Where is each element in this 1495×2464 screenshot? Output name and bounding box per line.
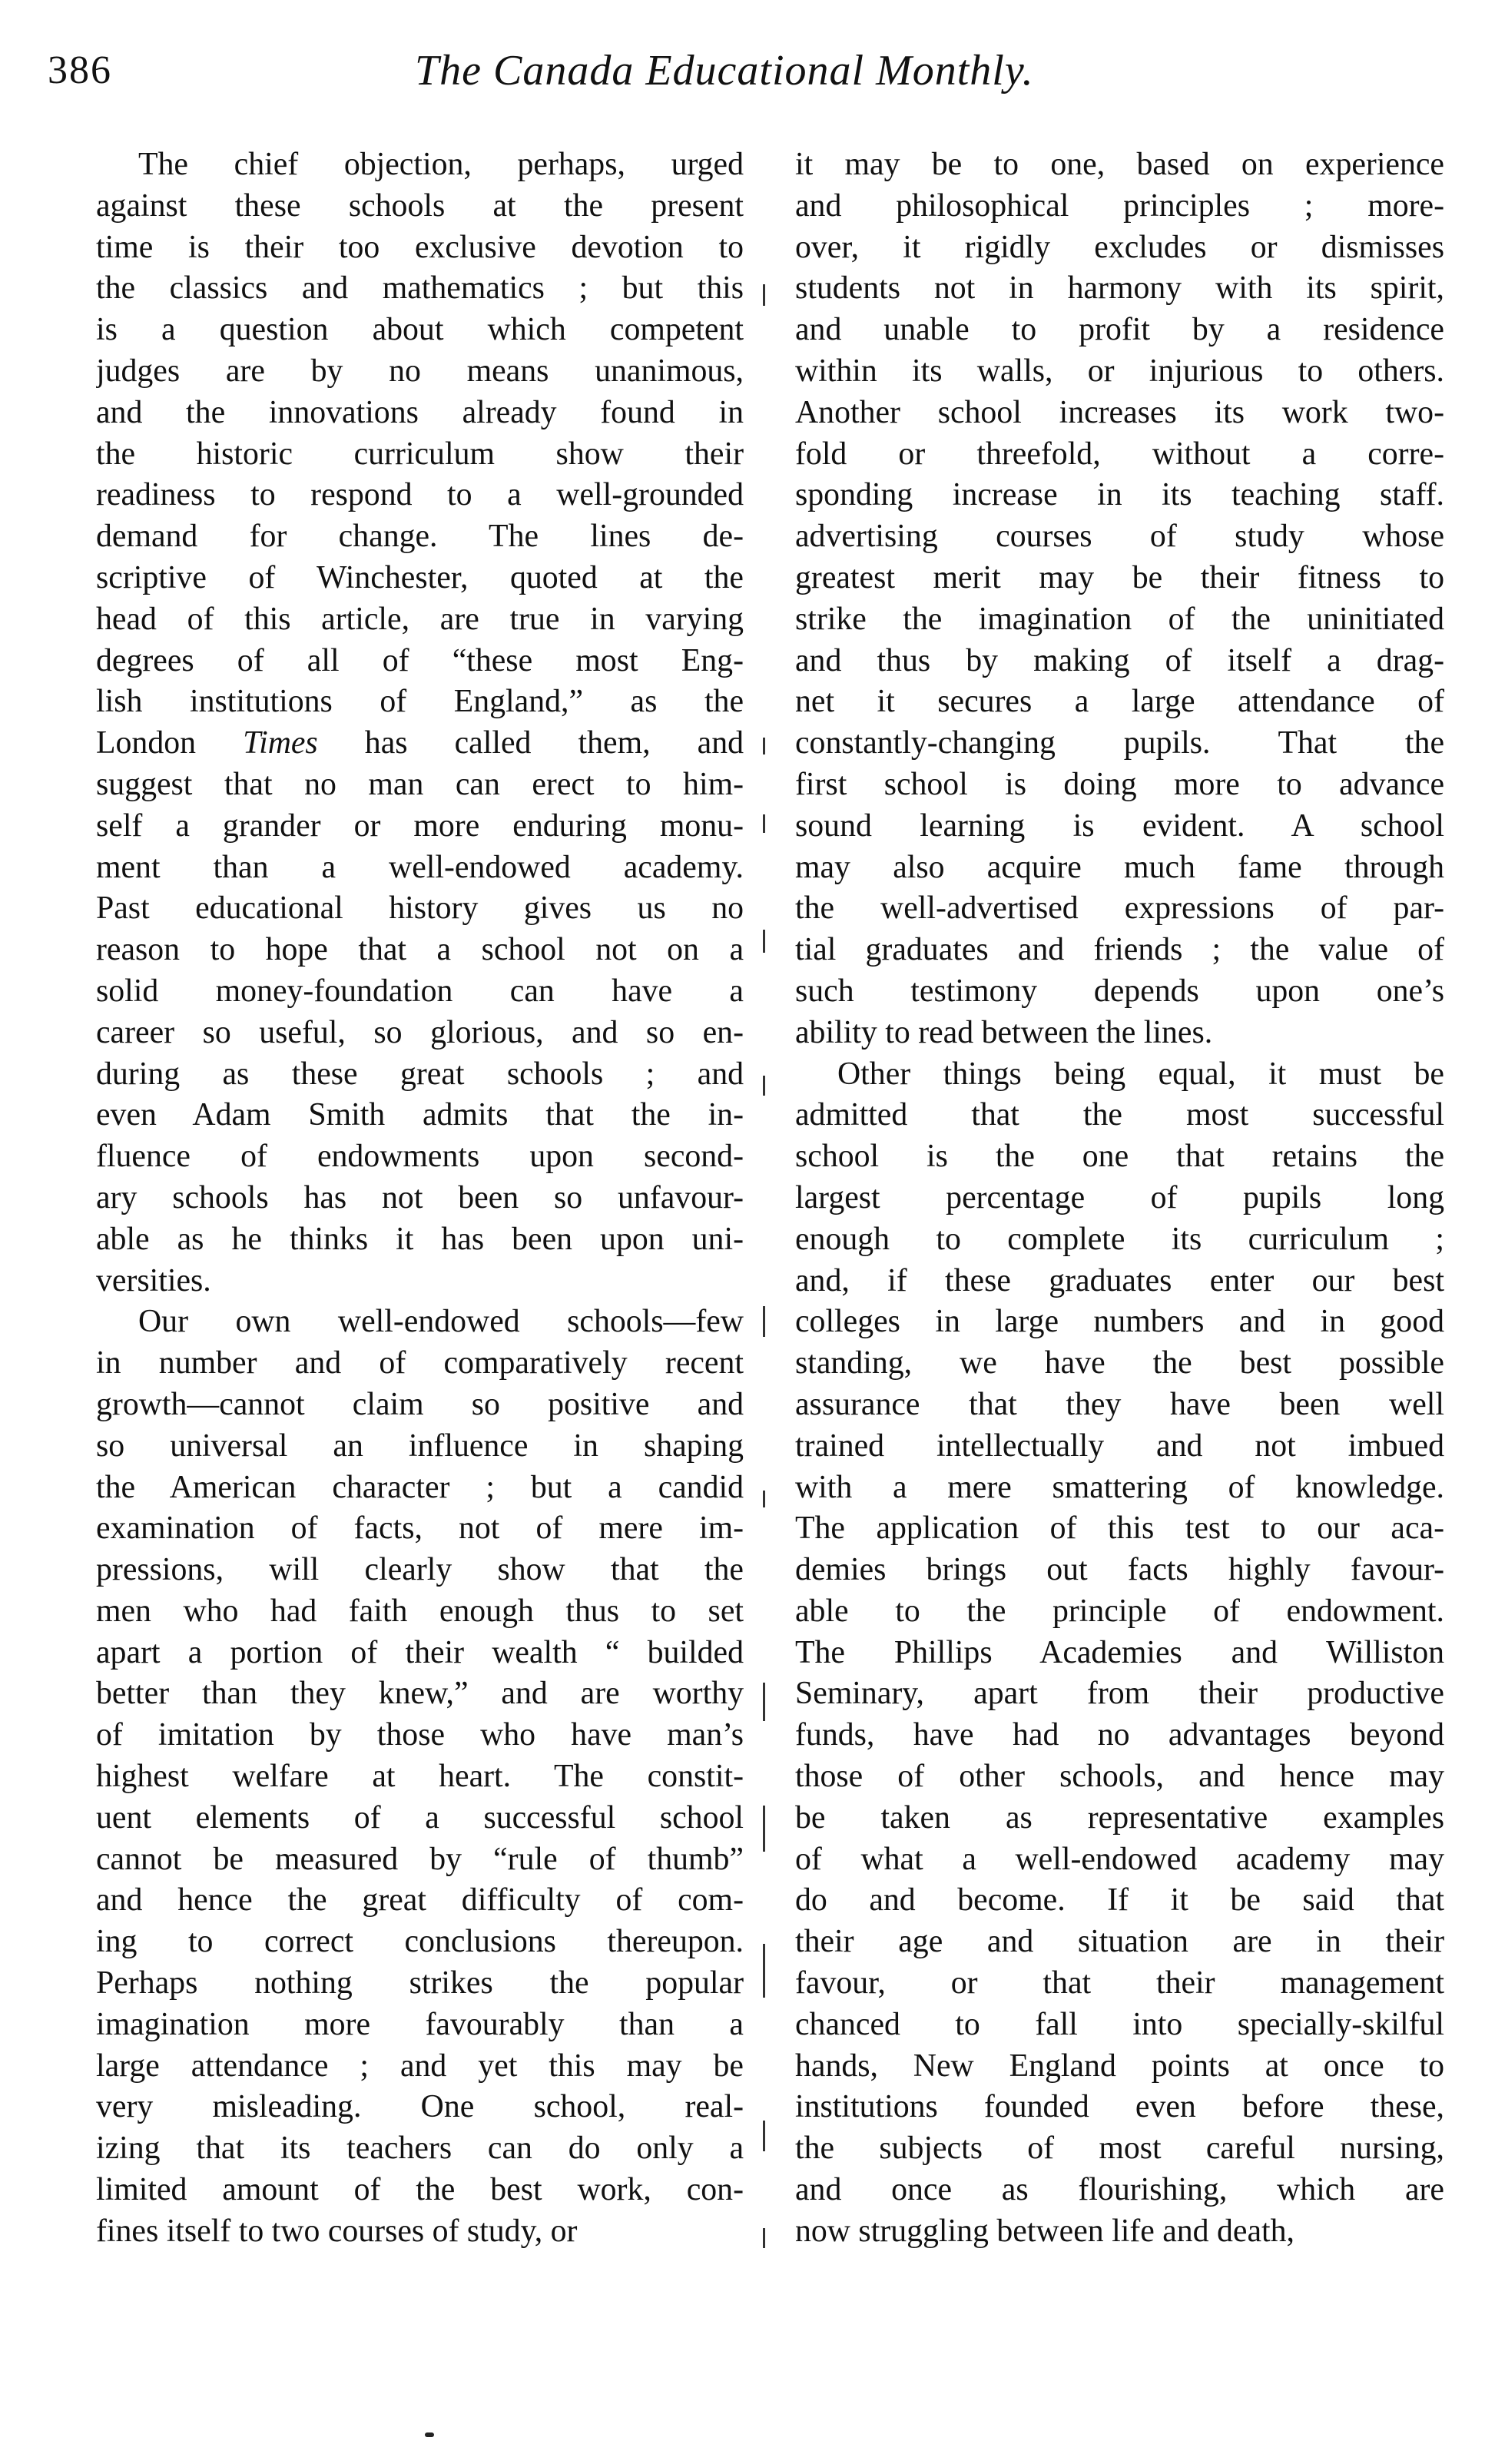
text-line: institutions founded even before these,	[795, 2089, 1444, 2125]
page-number: 386	[48, 48, 112, 92]
text-line: Seminary, apart from their productive	[795, 1676, 1444, 1712]
text-line: izing that its teachers can do only a	[96, 2131, 744, 2167]
text-line: fluence of endowments upon second-	[96, 1139, 744, 1175]
text-line: constantly-changing pupils. That the	[795, 725, 1444, 761]
text-line: of imitation by those who have man’s	[96, 1717, 744, 1753]
text-line: able to the principle of endowment.	[795, 1593, 1444, 1629]
text-line: Perhaps nothing strikes the popular	[96, 1965, 744, 2001]
column-divider	[761, 154, 770, 2259]
text-line: fines itself to two courses of study, or	[96, 2213, 578, 2249]
text-line: so universal an influence in shaping	[96, 1428, 744, 1464]
text-line: The Phillips Academies and Williston	[795, 1634, 1444, 1670]
text-line: and the innovations already found in	[96, 394, 744, 430]
divider-mark	[763, 2121, 765, 2151]
text-line: standing, we have the best possible	[795, 1345, 1444, 1381]
text-line: head of this article, are true in varying	[96, 601, 744, 637]
text-line: scriptive of Winchester, quoted at the	[96, 559, 744, 595]
text-line: school is the one that retains the	[795, 1139, 1444, 1175]
text-line: advertising courses of study whose	[795, 519, 1444, 555]
text-line: the subjects of most careful nursing,	[795, 2131, 1444, 2167]
divider-mark	[763, 738, 765, 754]
text-line: Another school increases its work two-	[795, 394, 1444, 430]
text-line: even Adam Smith admits that the in-	[96, 1097, 744, 1133]
text-line: fold or threefold, without a corre-	[795, 436, 1444, 472]
text-line: their age and situation are in their	[795, 1924, 1444, 1960]
text-line: time is their too exclusive devotion to	[96, 229, 744, 265]
text-line: pressions, will clearly show that the	[96, 1552, 744, 1588]
text-line: limited amount of the best work, con-	[96, 2172, 744, 2208]
text-line: better than they knew,” and are worthy	[96, 1676, 744, 1712]
text-line: judges are by no means unanimous,	[96, 353, 744, 389]
text-line: in number and of comparatively recent	[96, 1345, 744, 1381]
text-line: suggest that no man can erect to him-	[96, 766, 744, 802]
text-line: apart a portion of their wealth “ builded	[96, 1634, 744, 1670]
text-line: The application of this test to our aca-	[795, 1511, 1444, 1547]
text-line: may also acquire much fame through	[795, 849, 1444, 885]
text-line: trained intellectually and not imbued	[795, 1428, 1444, 1464]
text-line: growth—cannot claim so positive and	[96, 1386, 744, 1422]
text-line: cannot be measured by “rule of thumb”	[96, 1841, 744, 1877]
divider-mark	[763, 2228, 765, 2248]
text-line: with a mere smattering of knowledge.	[795, 1469, 1444, 1505]
text-line: be taken as representative examples	[795, 1799, 1444, 1836]
text-line: demand for change. The lines de-	[96, 519, 744, 555]
text-line: ment than a well-endowed academy.	[96, 849, 744, 885]
text-line: favour, or that their management	[795, 1965, 1444, 2001]
text-line: highest welfare at heart. The constit-	[96, 1759, 744, 1795]
text-line: assurance that they have been well	[795, 1386, 1444, 1422]
text-line: career so useful, so glorious, and so en-	[96, 1014, 744, 1050]
text-line: large attendance ; and yet this may be	[96, 2048, 744, 2084]
footer-mark	[425, 2432, 434, 2437]
text-line: the well-advertised expressions of par-	[795, 890, 1444, 927]
text-line: sponding increase in its teaching staff.	[795, 477, 1444, 513]
text-line: solid money-foundation can have a	[96, 973, 744, 1009]
text-line: and once as flourishing, which are	[795, 2172, 1444, 2208]
text-line: the classics and mathematics ; but this	[96, 270, 744, 307]
text-line: examination of facts, not of mere im-	[96, 1511, 744, 1547]
divider-mark	[763, 814, 765, 833]
text-line: lish institutions of England,” as the	[96, 684, 744, 720]
text-line: and philosophical principles ; more-	[795, 187, 1444, 224]
divider-mark	[763, 1491, 765, 1507]
text-line: chanced to fall into specially-skilful	[795, 2006, 1444, 2042]
text-line: and, if these graduates enter our best	[795, 1262, 1444, 1298]
text-line: The chief objection, perhaps, urged	[138, 147, 744, 182]
text-line: demies brings out facts highly favour-	[795, 1552, 1444, 1588]
text-line: self a grander or more enduring monu-	[96, 808, 744, 844]
text-line: is a question about which competent	[96, 312, 744, 348]
text-line: net it secures a large attendance of	[795, 684, 1444, 720]
text-line: degrees of all of “these most Eng-	[96, 642, 744, 678]
text-line: of what a well-endowed academy may	[795, 1841, 1444, 1877]
text-line: Our own well-endowed schools—few	[138, 1304, 744, 1340]
text-line: largest percentage of pupils long	[795, 1179, 1444, 1215]
text-line: and hence the great difficulty of com-	[96, 1882, 744, 1918]
text-line: men who had faith enough thus to set	[96, 1593, 744, 1629]
text-line: those of other schools, and hence may	[795, 1759, 1444, 1795]
text-line: students not in harmony with its spirit,	[795, 270, 1444, 307]
text-line: reason to hope that a school not on a	[96, 932, 744, 968]
text-line: colleges in large numbers and in good	[795, 1304, 1444, 1340]
text-line: able as he thinks it has been upon uni-	[96, 1221, 744, 1257]
text-line: versities.	[96, 1262, 211, 1298]
text-line: London Times has called them, and	[96, 725, 744, 761]
running-head: The Canada Educational Monthly.	[415, 47, 1034, 95]
text-line: tial graduates and friends ; the value of	[795, 932, 1444, 968]
text-line: ability to read between the lines.	[795, 1014, 1213, 1050]
text-line: uent elements of a successful school	[96, 1799, 744, 1836]
text-line: enough to complete its curriculum ;	[795, 1221, 1444, 1257]
text-line: sound learning is evident. A school	[795, 808, 1444, 844]
left-column	[96, 144, 744, 2253]
text-line: ing to correct conclusions thereupon.	[96, 1924, 744, 1960]
text-line: and unable to profit by a residence	[795, 312, 1444, 348]
text-line: during as these great schools ; and	[96, 1056, 744, 1092]
divider-mark	[763, 1683, 765, 1721]
text-line: first school is doing more to advance	[795, 766, 1444, 802]
divider-mark	[763, 930, 765, 953]
text-line: now struggling between life and death,	[795, 2213, 1294, 2249]
text-line: the American character ; but a candid	[96, 1469, 744, 1505]
divider-mark	[763, 1306, 765, 1337]
text-line: greatest merit may be their fitness to	[795, 559, 1444, 595]
text-line: the historic curriculum show their	[96, 436, 744, 472]
text-line: over, it rigidly excludes or dismisses	[795, 229, 1444, 265]
text-line: such testimony depends upon one’s	[795, 973, 1444, 1009]
text-line: admitted that the most successful	[795, 1097, 1444, 1133]
divider-mark	[763, 1806, 765, 1852]
text-line: funds, have had no advantages beyond	[795, 1717, 1444, 1753]
divider-mark	[763, 1944, 765, 1998]
text-line: imagination more favourably than a	[96, 2006, 744, 2042]
text-line: against these schools at the present	[96, 187, 744, 224]
divider-mark	[763, 284, 765, 306]
text-line: very misleading. One school, real-	[96, 2089, 744, 2125]
text-line: strike the imagination of the uninitiated	[795, 601, 1444, 637]
text-line: Other things being equal, it must be	[837, 1056, 1444, 1092]
right-column	[795, 144, 1444, 2253]
text-line: do and become. If it be said that	[795, 1882, 1444, 1918]
text-line: ary schools has not been so unfavour-	[96, 1179, 744, 1215]
text-line: hands, New England points at once to	[795, 2048, 1444, 2084]
divider-mark	[763, 1076, 765, 1096]
text-line: readiness to respond to a well-grounded	[96, 477, 744, 513]
text-line: within its walls, or injurious to others.	[795, 353, 1444, 389]
text-line: it may be to one, based on experience	[795, 147, 1444, 182]
text-line: Past educational history gives us no	[96, 890, 744, 927]
text-line: and thus by making of itself a drag-	[795, 642, 1444, 678]
